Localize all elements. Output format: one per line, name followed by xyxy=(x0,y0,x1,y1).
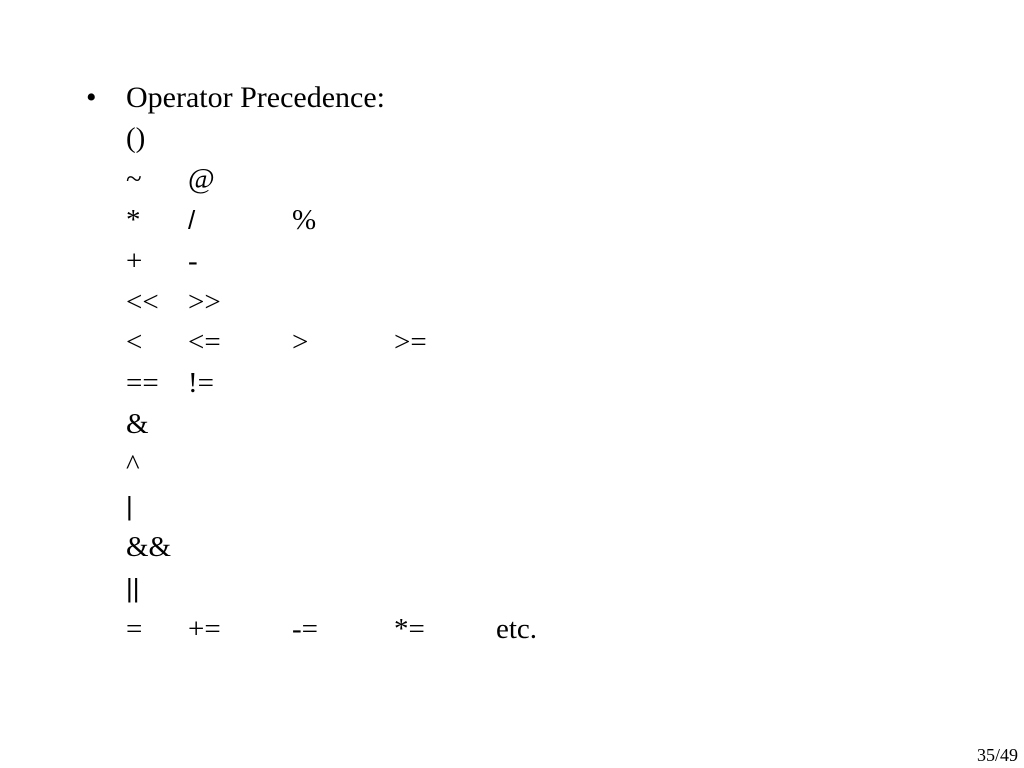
operator: || xyxy=(126,572,140,603)
operator: * xyxy=(126,203,141,236)
page-number: 35/49 xyxy=(976,745,1018,765)
operator: == xyxy=(126,367,159,400)
operator: = xyxy=(126,612,143,645)
operator: >> xyxy=(188,285,221,318)
operator: >= xyxy=(394,326,427,359)
operator: += xyxy=(188,612,221,645)
operator: / xyxy=(188,204,196,235)
operator: << xyxy=(126,285,159,318)
operator: & xyxy=(126,408,149,441)
operator: | xyxy=(126,491,133,522)
operator: < xyxy=(126,326,143,359)
operator: @ xyxy=(188,162,215,195)
operator: *= xyxy=(394,612,425,645)
operator: -= xyxy=(292,612,319,645)
operator: () xyxy=(126,122,146,154)
operator: && xyxy=(126,530,172,563)
operator: - xyxy=(188,244,198,277)
operator: > xyxy=(292,326,309,359)
operator: ^ xyxy=(126,449,140,482)
slide-heading: Operator Precedence: xyxy=(126,81,386,114)
operator: ~ xyxy=(126,162,142,195)
operator: <= xyxy=(188,326,221,359)
operator: != xyxy=(188,367,215,400)
bullet-marker: • xyxy=(86,81,97,114)
operator: + xyxy=(126,244,143,277)
operator: % xyxy=(292,203,317,236)
operator: etc. xyxy=(496,612,538,645)
